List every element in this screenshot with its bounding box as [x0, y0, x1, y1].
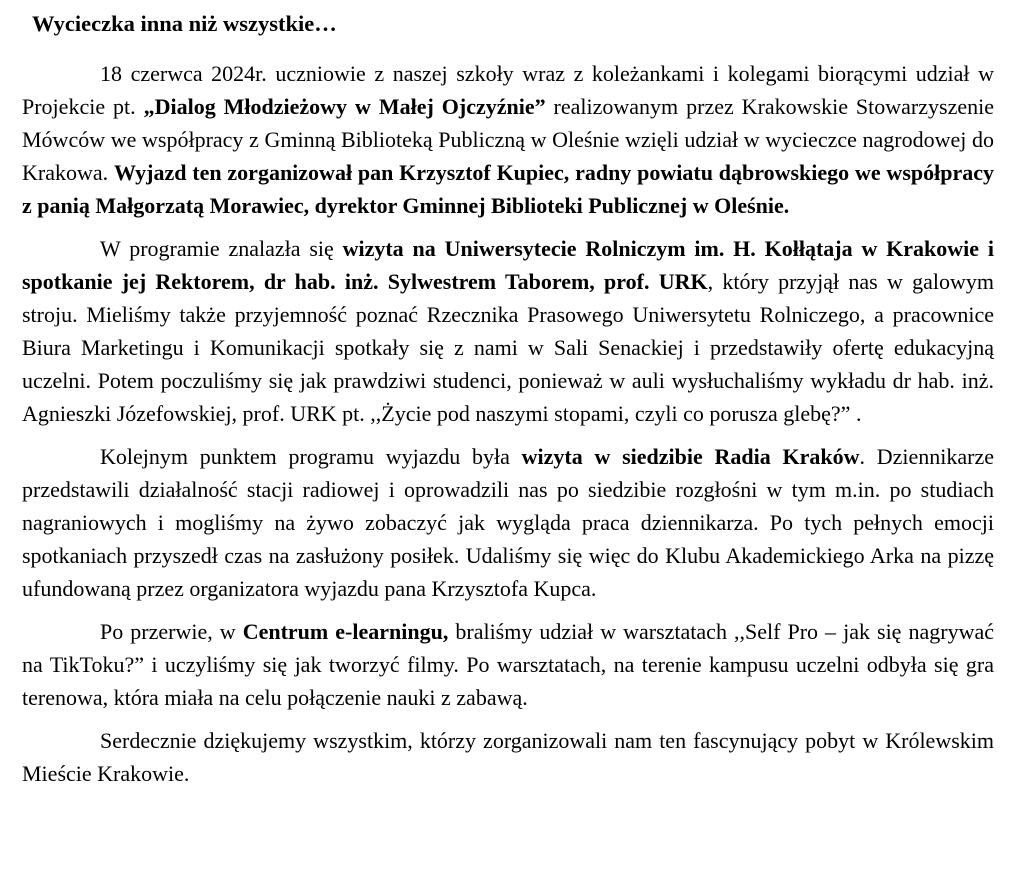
paragraph-radio-krakow [22, 440, 994, 605]
text-run: W programie znalazła się [100, 236, 343, 261]
paragraph-university-visit [22, 232, 994, 430]
bold-text-run: wizyta na Uniwersytecie Rolniczym im. H. Kołłątaja w Krakowie i spotkanie jej Rektorem, dr hab. inż. Sylwestrem Taborem, prof. URK [22, 236, 994, 294]
bold-text-run: Centrum e-learningu, [242, 619, 449, 644]
text-run: 18 czerwca 2024r. uczniowie z naszej szkoły wraz z koleżankami i kolegami biorącymi udział w Projekcie pt. [22, 61, 994, 119]
text-run: , który przyjął nas w galowym stroju. Mieliśmy także przyjemność poznać Rzecznika Prasowego Uniwersytetu Rolniczego, a pracownice Biura Marketingu i Komunikacji spotkały się z nami w Sali Senackiej i przedstawiły ofertę edukacyjną uczelni. Potem poczuliśmy się jak prawdziwi studenci, ponieważ w auli wysłuchaliśmy wykładu dr hab. inż. Agnieszki Józefowskiej, prof. URK pt. ,,Życie pod naszymi stopami, czyli co porusza glebę?” . [22, 269, 995, 426]
text-run: realizowanym przez Krakowskie Stowarzyszenie Mówców we współpracy z Gminną Biblioteką Publiczną w Oleśnie wzięli udział w wycieczce nagrodowej do Krakowa. [22, 94, 994, 185]
text-run: Kolejnym punktem programu wyjazdu była [100, 444, 522, 469]
text-run: . Dziennikarze przedstawili działalność stacji radiowej i oprowadzili nas po siedzibie rozgłośni w tym m.in. po studiach nagraniowych i mogliśmy na żywo zobaczyć jak wygląda praca dziennikarza. Po tych pełnych emocji spotkaniach przyszedł czas na zasłużony posiłek. Udaliśmy się więc do Klubu Akademickiego Arka na pizzę ufundowaną przez organizatora wyjazdu pana Krzysztofa Kupca. [22, 444, 994, 601]
paragraph-trip-intro [22, 57, 994, 222]
bold-text-run: Wyjazd ten zorganizował pan Krzysztof Kupiec, radny powiatu dąbrowskiego we współpracy z panią Małgorzatą Morawiec, dyrektor Gminnej Biblioteki Publicznej w Oleśnie. [22, 160, 994, 218]
paragraph-thanks [22, 724, 994, 790]
paragraph-elearning-workshops [22, 615, 994, 714]
bold-text-run: „Dialog Młodzieżowy w Małej Ojczyźnie” [143, 94, 546, 119]
text-run: braliśmy udział w warsztatach ,,Self Pro – jak się nagrywać na TikToku?” i uczyliśmy się jak tworzyć filmy. Po warsztatach, na terenie kampusu uczelni odbyła się gra terenowa, która miała na celu połączenie nauki z zabawą. [22, 619, 994, 710]
document-title: Wycieczka inna niż wszystkie… [32, 11, 337, 36]
text-run: Serdecznie dziękujemy wszystkim, którzy zorganizowali nam ten fascynujący pobyt w Królewskim Mieście Krakowie. [22, 728, 994, 786]
bold-text-run: wizyta w siedzibie Radia Kraków [521, 444, 860, 469]
text-run: Po przerwie, w [100, 619, 243, 644]
